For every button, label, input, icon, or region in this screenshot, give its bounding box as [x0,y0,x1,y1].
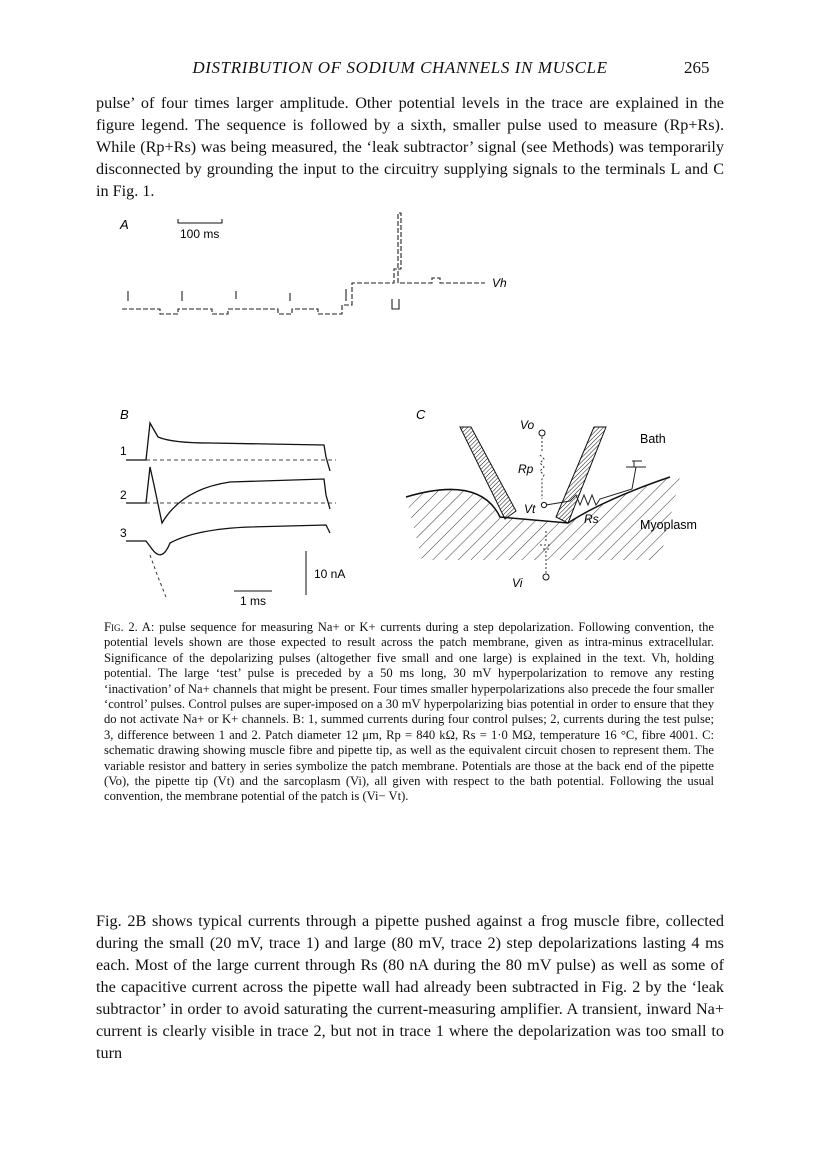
panel-c-resistor-rp [540,437,544,499]
body-paragraph-bottom: Fig. 2B shows typical currents through a pipette pushed against a frog muscle fibre, collected during the small (20 mV, trace 1) and large (80 mV, trace 2) step depolarizations lasting 4 ms each. Most of the large current through Rs (80 nA during the 80 mV pulse) as well as some of the capacitive current across the pipette wall had already been subtracted in Fig. 2 by the ‘leak subtractor’ in order to avoid saturating the current-measuring amplifier. A transient, inward Na+ current is clearly visible in trace 2, but not in trace 1 where the depolarization was too small to turn [96,912,724,1062]
panel-c-label-myoplasm: Myoplasm [640,518,697,532]
panel-b-time-scale-label: 1 ms [240,594,267,608]
panel-c-label: C [416,407,426,422]
panel-b-trace-label-2: 2 [120,488,127,502]
panel-a-scale-bar [178,219,222,223]
panel-a [119,213,507,314]
running-title: DISTRIBUTION OF SODIUM CHANNELS IN MUSCLE [192,58,608,77]
panel-a-rs-pulse [392,299,399,309]
caption-text: A: pulse sequence for measuring Na+ or K+ currents during a step depolarization. Following convention, the potential levels shown are those expected to result across the patch membrane, given as intra-minus extracellular. Significance of the depolarizing pulses (altogether five small and one large) is explained in the text. Vh, holding potential. The large ‘test’ pulse is preceded by a 50 ms long, 30 mV hyperpolarization to remove any resting ‘inactivation’ of Na+ channels that might be present. Four times smaller hyperpolarizations also precede the four smaller ‘control’ pulses. Control pulses are super-imposed on a 30 mV hyperpolarizing bias potential in order to ensure that they do not activate Na+ or K+ channels. B: 1, summed currents during four control pulses; 2, currents during the test pulse; 3, difference between 1 and 2. Patch diameter 12 μm, Rp = 840 kΩ, Rs = 1·0 MΩ, temperature 16 °C, fibre 4001. C: schematic drawing showing muscle fibre and pipette tip, as well as the equivalent circuit chosen to represent them. The variable resistor and battery in series symbolize the patch membrane. Potentials are those at the back end of the pipette (Vo), the pipette tip (Vt) and the sarcoplasm (Vi), all given with respect to the bath potential. Following the usual convention, the membrane potential of the patch is (Vi− Vt). [104,620,714,804]
panel-b-trace-label-1: 1 [120,444,127,458]
figure-caption [104,620,714,805]
panel-b-trace-3 [126,525,330,555]
panel-c-terminal-vo [539,430,545,436]
panel-c-terminal-vt [541,502,546,507]
figure-2-drawing [100,205,720,615]
panel-c-label-rp: Rp [518,462,534,476]
panel-b-trace-2 [126,467,330,523]
panel-a-pulse-trace [122,213,485,314]
panel-a-vh-label: Vh [492,276,507,290]
panel-c-terminal-vi [543,574,549,580]
page-number: 265 [684,58,710,77]
panel-b-current-scale-label: 10 nA [314,567,346,581]
panel-b-trace-1 [126,423,330,471]
panel-c-label-bath: Bath [640,432,666,446]
running-header [0,58,816,82]
panel-b-trace-label-3: 3 [120,526,127,540]
panel-a-scale-label: 100 ms [180,227,220,241]
panel-a-control-pulses [128,289,346,301]
panel-c-label-vo: Vo [520,418,535,432]
panel-b-capacitive-transient [150,555,166,597]
panel-b-label: B [120,407,129,422]
panel-c [406,407,697,590]
panel-c-label-rs: Rs [584,512,599,526]
caption-label: Fig. 2. [104,620,138,634]
body-paragraph-top: pulse’ of four times larger amplitude. Other potential levels in the trace are explained in the figure legend. The sequence is followed by a sixth, smaller pulse used to measure (Rp+Rs). While (Rp+Rs) was being measured, the ‘leak subtractor’ signal (see Methods) was temporarily disconnected by grounding the input to the circuitry supplying signals to the terminals L and C in Fig. 1. [96,94,724,200]
figure-2 [100,205,720,615]
panel-b [120,407,345,608]
panel-c-label-vt: Vt [524,502,536,516]
panel-a-label: A [120,217,129,232]
panel-c-label-vi: Vi [512,576,523,590]
